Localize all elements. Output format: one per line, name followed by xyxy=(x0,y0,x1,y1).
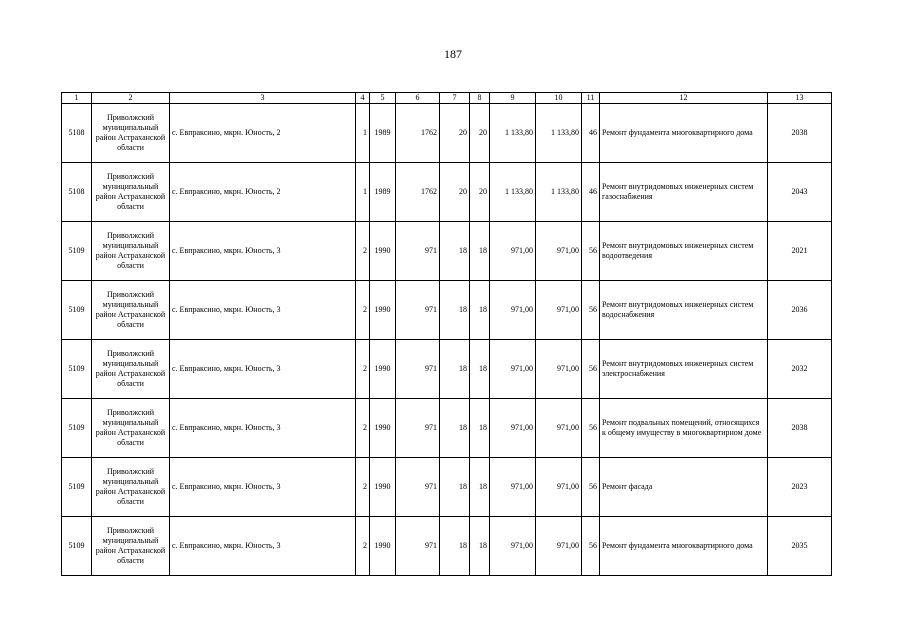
cell-work-type: Ремонт внутридомовых инженерных систем водоснабжения xyxy=(600,281,768,340)
page-number: 187 xyxy=(444,47,462,61)
cell-col-7: 20 xyxy=(440,104,470,163)
cell-col-10: 971,00 xyxy=(536,281,582,340)
cell-col-9: 971,00 xyxy=(490,222,536,281)
column-number: 11 xyxy=(582,93,600,104)
cell-col-8: 18 xyxy=(470,222,490,281)
cell-municipality: Приволжский муниципальный район Астраханской области xyxy=(92,104,170,163)
column-number: 4 xyxy=(356,93,370,104)
cell-address: с. Евпраксино, мкрн. Юность, 3 xyxy=(170,281,356,340)
cell-year: 1990 xyxy=(370,458,396,517)
cell-col-8: 18 xyxy=(470,399,490,458)
cell-house-id: 5109 xyxy=(62,222,92,281)
cell-municipality: Приволжский муниципальный район Астраханской области xyxy=(92,517,170,576)
column-number: 13 xyxy=(768,93,832,104)
cell-house-id: 5109 xyxy=(62,340,92,399)
cell-col-6: 971 xyxy=(396,222,440,281)
cell-address: с. Евпраксино, мкрн. Юность, 2 xyxy=(170,104,356,163)
cell-work-type: Ремонт фасада xyxy=(600,458,768,517)
table-row xyxy=(62,281,832,340)
cell-col-6: 971 xyxy=(396,517,440,576)
cell-year-planned: 2036 xyxy=(768,281,832,340)
cell-house-id: 5109 xyxy=(62,281,92,340)
cell-col-4: 1 xyxy=(356,104,370,163)
cell-house-id: 5109 xyxy=(62,517,92,576)
cell-year: 1989 xyxy=(370,163,396,222)
cell-col-9: 971,00 xyxy=(490,517,536,576)
cell-col-6: 971 xyxy=(396,458,440,517)
table-row xyxy=(62,340,832,399)
cell-col-4: 2 xyxy=(356,222,370,281)
table-row xyxy=(62,458,832,517)
cell-col-7: 18 xyxy=(440,281,470,340)
cell-address: с. Евпраксино, мкрн. Юность, 3 xyxy=(170,458,356,517)
cell-col-9: 971,00 xyxy=(490,399,536,458)
cell-work-type: Ремонт внутридомовых инженерных систем газоснабжения xyxy=(600,163,768,222)
cell-municipality: Приволжский муниципальный район Астраханской области xyxy=(92,399,170,458)
table-row xyxy=(62,399,832,458)
cell-col-11: 56 xyxy=(582,517,600,576)
cell-col-10: 971,00 xyxy=(536,458,582,517)
cell-col-6: 971 xyxy=(396,340,440,399)
cell-col-9: 1 133,80 xyxy=(490,163,536,222)
column-number: 8 xyxy=(470,93,490,104)
column-number: 10 xyxy=(536,93,582,104)
cell-year-planned: 2035 xyxy=(768,517,832,576)
cell-col-8: 18 xyxy=(470,517,490,576)
cell-col-10: 1 133,80 xyxy=(536,104,582,163)
cell-house-id: 5108 xyxy=(62,163,92,222)
cell-col-9: 1 133,80 xyxy=(490,104,536,163)
table-row xyxy=(62,104,832,163)
cell-work-type: Ремонт внутридомовых инженерных систем электроснабжения xyxy=(600,340,768,399)
cell-col-9: 971,00 xyxy=(490,340,536,399)
cell-year: 1990 xyxy=(370,399,396,458)
cell-col-11: 56 xyxy=(582,458,600,517)
cell-year: 1990 xyxy=(370,517,396,576)
cell-col-4: 2 xyxy=(356,281,370,340)
cell-col-10: 971,00 xyxy=(536,399,582,458)
cell-municipality: Приволжский муниципальный район Астраханской области xyxy=(92,163,170,222)
cell-address: с. Евпраксино, мкрн. Юность, 3 xyxy=(170,517,356,576)
cell-col-6: 1762 xyxy=(396,104,440,163)
cell-col-11: 46 xyxy=(582,104,600,163)
table-row xyxy=(62,517,832,576)
cell-col-4: 1 xyxy=(356,163,370,222)
cell-year-planned: 2021 xyxy=(768,222,832,281)
cell-col-7: 18 xyxy=(440,517,470,576)
cell-col-6: 971 xyxy=(396,399,440,458)
cell-work-type: Ремонт фундамента многоквартирного дома xyxy=(600,104,768,163)
cell-col-4: 2 xyxy=(356,340,370,399)
cell-year-planned: 2032 xyxy=(768,340,832,399)
column-number: 5 xyxy=(370,93,396,104)
cell-house-id: 5109 xyxy=(62,399,92,458)
table-row xyxy=(62,163,832,222)
column-number: 9 xyxy=(490,93,536,104)
cell-col-4: 2 xyxy=(356,399,370,458)
cell-address: с. Евпраксино, мкрн. Юность, 3 xyxy=(170,222,356,281)
cell-col-11: 56 xyxy=(582,222,600,281)
cell-col-10: 971,00 xyxy=(536,517,582,576)
cell-col-9: 971,00 xyxy=(490,458,536,517)
cell-municipality: Приволжский муниципальный район Астраханской области xyxy=(92,458,170,517)
cell-year: 1989 xyxy=(370,104,396,163)
cell-col-11: 46 xyxy=(582,163,600,222)
cell-address: с. Евпраксино, мкрн. Юность, 3 xyxy=(170,399,356,458)
cell-address: с. Евпраксино, мкрн. Юность, 2 xyxy=(170,163,356,222)
data-table xyxy=(61,92,832,576)
cell-col-6: 971 xyxy=(396,281,440,340)
column-number: 6 xyxy=(396,93,440,104)
cell-work-type: Ремонт подвальных помещений, относящихся к общему имуществу в многоквартирном доме xyxy=(600,399,768,458)
column-number: 1 xyxy=(62,93,92,104)
cell-municipality: Приволжский муниципальный район Астраханской области xyxy=(92,281,170,340)
cell-col-4: 2 xyxy=(356,458,370,517)
cell-col-8: 18 xyxy=(470,340,490,399)
cell-house-id: 5109 xyxy=(62,458,92,517)
cell-year-planned: 2038 xyxy=(768,104,832,163)
cell-col-8: 20 xyxy=(470,104,490,163)
cell-col-7: 20 xyxy=(440,163,470,222)
cell-work-type: Ремонт внутридомовых инженерных систем водоотведения xyxy=(600,222,768,281)
cell-col-7: 18 xyxy=(440,340,470,399)
cell-col-10: 1 133,80 xyxy=(536,163,582,222)
column-number: 12 xyxy=(600,93,768,104)
cell-col-10: 971,00 xyxy=(536,222,582,281)
cell-col-11: 56 xyxy=(582,399,600,458)
cell-col-11: 56 xyxy=(582,340,600,399)
cell-address: с. Евпраксино, мкрн. Юность, 3 xyxy=(170,340,356,399)
column-number-row xyxy=(62,93,832,104)
cell-work-type: Ремонт фундамента многоквартирного дома xyxy=(600,517,768,576)
cell-col-7: 18 xyxy=(440,222,470,281)
cell-col-6: 1762 xyxy=(396,163,440,222)
cell-col-7: 18 xyxy=(440,399,470,458)
column-number: 2 xyxy=(92,93,170,104)
cell-year-planned: 2043 xyxy=(768,163,832,222)
cell-col-9: 971,00 xyxy=(490,281,536,340)
cell-col-7: 18 xyxy=(440,458,470,517)
cell-year-planned: 2023 xyxy=(768,458,832,517)
column-number: 7 xyxy=(440,93,470,104)
cell-col-10: 971,00 xyxy=(536,340,582,399)
cell-municipality: Приволжский муниципальный район Астраханской области xyxy=(92,222,170,281)
cell-year-planned: 2038 xyxy=(768,399,832,458)
cell-year: 1990 xyxy=(370,340,396,399)
cell-col-8: 18 xyxy=(470,281,490,340)
column-number: 3 xyxy=(170,93,356,104)
cell-year: 1990 xyxy=(370,222,396,281)
cell-col-8: 18 xyxy=(470,458,490,517)
cell-house-id: 5108 xyxy=(62,104,92,163)
cell-col-8: 20 xyxy=(470,163,490,222)
cell-municipality: Приволжский муниципальный район Астраханской области xyxy=(92,340,170,399)
cell-col-11: 56 xyxy=(582,281,600,340)
cell-year: 1990 xyxy=(370,281,396,340)
cell-col-4: 2 xyxy=(356,517,370,576)
table-row xyxy=(62,222,832,281)
